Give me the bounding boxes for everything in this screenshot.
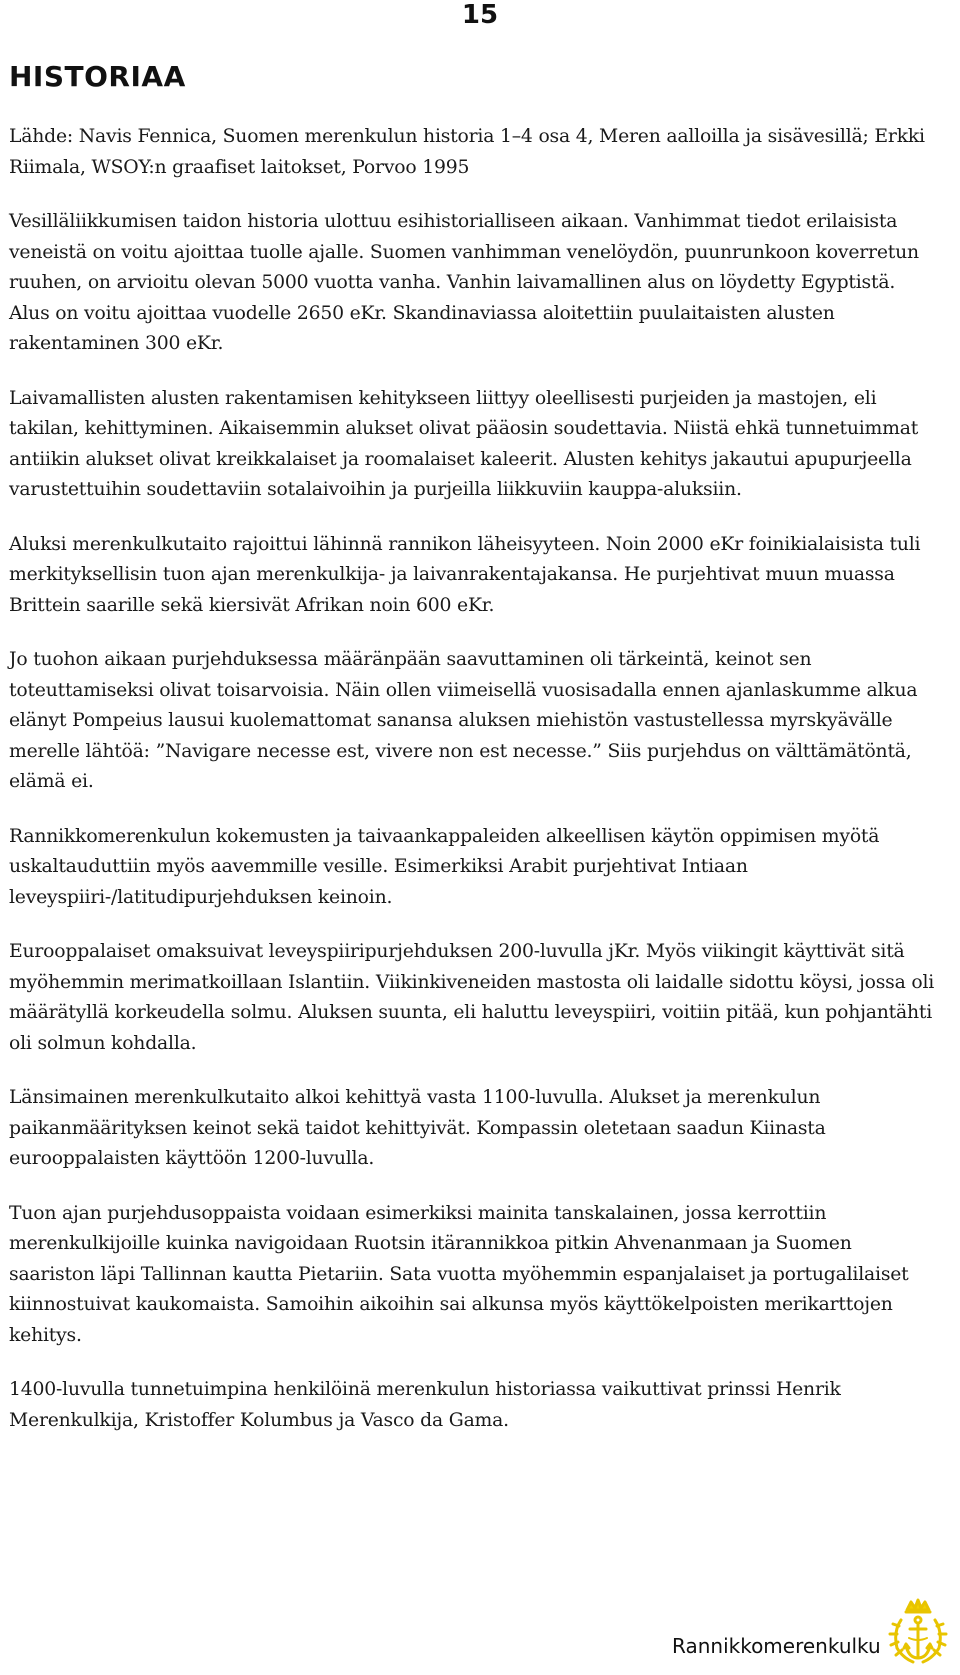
paragraph-1: Vesilläliikkumisen taidon historia ulottuu esihistorialliseen aikaan. Vanhimmat tiedot erilaisista veneistä on voitu ajoittaa tuolle ajalle. Suomen vanhimman venelöydön, puunrunkoon koverretun ruuhen, on arvioitu olevan 5000 vuotta vanha. Vanhin laivamallinen alus on löydetty Egyptistä. Alus on voitu ajoittaa vuodelle 2650 eKr. Skandinaviassa aloitettiin puulaitaisten alusten rakentaminen 300 eKr. [9, 211, 919, 354]
page-number: 15 [461, 0, 499, 30]
paragraph-8: Tuon ajan purjehdusoppaista voidaan esimerkiksi mainita tanskalainen, jossa kerrottiin merenkulkijoille kuinka navigoidaan Ruotsin itärannikkoa pitkin Ahvenanmaan ja Suomen saariston läpi Tallinnan kautta Pietariin. Sata vuotta myöhemmin espanjalaiset ja portugalilaiset kiinnostuivat kaukomaista. Samoihin aikoihin sai alkunsa myös käyttökelpoisten merikarttojen kehitys. [9, 1202, 909, 1346]
paragraph-3: Aluksi merenkulkutaito rajoittui lähinnä rannikon läheisyyteen. Noin 2000 eKr foinikialaisista tuli merkityksellisin tuon ajan merenkulkija- ja laivanrakentajakansa. He purjehtivat muun muassa Brittein saarille sekä kiersivät Afrikan noin 600 eKr. [9, 533, 921, 616]
page-title: HISTORIAA [9, 60, 186, 93]
footer-label: Rannikkomerenkulku [672, 1634, 881, 1658]
paragraph-9: 1400-luvulla tunnetuimpina henkilöinä merenkulun historiassa vaikuttivat prinssi Henrik Merenkulkija, Kristoffer Kolumbus ja Vasco da Gama. [9, 1379, 841, 1431]
paragraph-7: Länsimainen merenkulkutaito alkoi kehittyä vasta 1100-luvulla. Alukset ja merenkulun paikanmäärityksen keinot sekä taidot kehittyivät. Kompassin oletetaan saadun Kiinasta eurooppalaisten käyttöön 1200-luvulla. [9, 1087, 826, 1169]
paragraph-2: Laivamallisten alusten rakentamisen kehitykseen liittyy oleellisesti purjeiden ja mastojen, eli takilan, kehittyminen. Aikaisemmin alukset olivat pääosin soudettavia. Niistä ehkä tunnetuimmat antiikin alukset olivat kreikkalaiset ja roomalaiset kaleerit. Alusten kehitys jakautui apupurjeella varustettuihin soudettaviin sotalaivoihin ja purjeilla liikkuviin kauppa-aluksiin. [9, 387, 919, 500]
paragraph-4: Jo tuohon aikaan purjehduksessa määränpään saavuttaminen oli tärkeintä, keinot sen toteuttamiseksi olivat toisarvoisia. Näin ollen viimeisellä vuosisadalla ennen ajanlaskumme alkua elänyt Pompeius lausui kuolemattomat sanansa aluksen miehistön vastustellessa myrskyävälle merelle lähtöä: ”Navigare necesse est, vivere non est necesse.” Siis purjehdus on välttämätöntä, elämä ei. [9, 649, 918, 792]
document-body [9, 122, 935, 1460]
source-citation: Lähde: Navis Fennica, Suomen merenkulun historia 1–4 osa 4, Meren aalloilla ja sisävesillä; Erkki Riimala, WSOY:n graafiset laitokset, Porvoo 1995 [9, 126, 925, 178]
paragraph-6: Eurooppalaiset omaksuivat leveyspiiripurjehduksen 200-luvulla jKr. Myös viikingit käyttivät sitä myöhemmin merimatkoillaan Islantiin. Viikinkiveneiden mastosta oli laidalle sidottu köysi, jossa oli määrätyllä korkeudella solmu. Aluksen suunta, eli haluttu leveyspiiri, voitiin pitää, kun pohjantähti oli solmun kohdalla. [9, 941, 935, 1054]
paragraph-5: Rannikkomerenkulun kokemusten ja taivaankappaleiden alkeellisen käytön oppimisen myötä uskaltauduttiin myös aavemmille vesille. Esimerkiksi Arabit purjehtivat Intiaan leveyspiiri-/latitudipurjehduksen keinoin. [9, 825, 880, 908]
naval-anchor-emblem-icon [887, 1598, 949, 1668]
footer [672, 1598, 949, 1668]
